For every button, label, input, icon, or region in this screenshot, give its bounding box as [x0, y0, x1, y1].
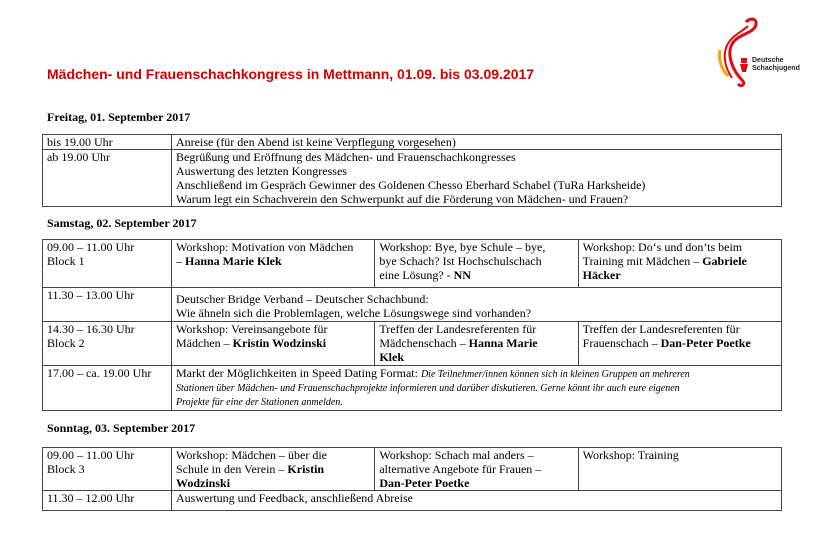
time-cell: 09.00 – 11.00 Uhr Block 1	[43, 240, 172, 288]
workshop-cell: Workshop: Vereinsangebote für Mädchen – Kristin Wodzinski	[172, 322, 375, 366]
event-cell: Markt der Möglichkeiten in Speed Dating Format: Die Teilnehmer/innen können sich in kleinen Gruppen an mehreren Stationen über Mädchen- und Frauenschachprojekte informieren und darüber diskutieren. Gerne könnt ihr auch eure eigenen Projekte für eine der Stationen anmelden.	[172, 366, 782, 411]
day-heading-friday: Freitag, 01. September 2017	[47, 110, 191, 124]
table-row	[43, 150, 782, 207]
workshop-cell: Workshop: Motivation von Mädchen – Hanna Marie Klek	[172, 240, 375, 288]
schedule-table-sunday	[42, 447, 782, 511]
time-cell: 11.30 – 12.00 Uhr	[43, 491, 172, 511]
time-cell: 14.30 – 16.30 Uhr Block 2	[43, 322, 172, 366]
schedule-table-saturday	[42, 239, 782, 411]
time-cell: 11.30 – 13.00 Uhr	[43, 288, 172, 322]
workshop-cell: Treffen der Landesreferenten für Mädchenschach – Hanna Marie Klek	[375, 322, 578, 366]
time-cell: 17.00 – ca. 19.00 Uhr	[43, 366, 172, 411]
table-row	[43, 448, 782, 491]
page-title: Mädchen- und Frauenschachkongress in Mettmann, 01.09. bis 03.09.2017	[47, 66, 535, 82]
schedule-table-friday	[42, 134, 782, 207]
time-cell: ab 19.00 Uhr	[43, 150, 172, 207]
event-cell: Begrüßung und Eröffnung des Mädchen- und Frauenschachkongresses Auswertung des letzten Kongresses Anschließend im Gespräch Gewinner des Goldenen Chesso Eberhard Schabel (TuRa Harksheide) Warum legt ein Schachverein den Schwerpunkt auf die Förderung von Mädchen- und Frauen?	[172, 150, 782, 207]
table-row	[43, 240, 782, 288]
workshop-cell: Workshop: Mädchen – über die Schule in den Verein – Kristin Wodzinski	[172, 448, 375, 491]
event-cell: Deutscher Bridge Verband – Deutscher Schachbund: Wie ähneln sich die Problemlagen, welche Lösungswege sind vorhanden?	[172, 288, 782, 322]
event-cell: Auswertung und Feedback, anschließend Abreise	[172, 491, 782, 511]
event-cell: Anreise (für den Abend ist keine Verpflegung vorgesehen)	[172, 135, 782, 150]
workshop-cell: Workshop: Bye, bye Schule – bye, bye Schach? Ist Hochschulschach eine Lösung? - NN	[375, 240, 578, 288]
table-row	[43, 366, 782, 411]
time-cell: bis 19.00 Uhr	[43, 135, 172, 150]
workshop-cell: Treffen der Landesreferenten für Frauenschach – Dan-Peter Poetke	[578, 322, 781, 366]
workshop-cell: Workshop: Training	[578, 448, 781, 491]
workshop-cell: Workshop: Do‘s und don’ts beim Training mit Mädchen – Gabriele Häcker	[578, 240, 781, 288]
deutsche-schachjugend-logo	[712, 14, 802, 96]
day-heading-sunday: Sonntag, 03. September 2017	[47, 421, 196, 435]
workshop-cell: Workshop: Schach mal anders – alternative Angebote für Frauen – Dan-Peter Poetke	[375, 448, 578, 491]
table-row	[43, 491, 782, 511]
table-row	[43, 135, 782, 150]
time-cell: 09.00 – 11.00 Uhr Block 3	[43, 448, 172, 491]
table-row	[43, 322, 782, 366]
day-heading-saturday: Samstag, 02. September 2017	[47, 216, 197, 230]
table-row	[43, 288, 782, 322]
logo-text: Deutsche Schachjugend	[752, 57, 800, 72]
